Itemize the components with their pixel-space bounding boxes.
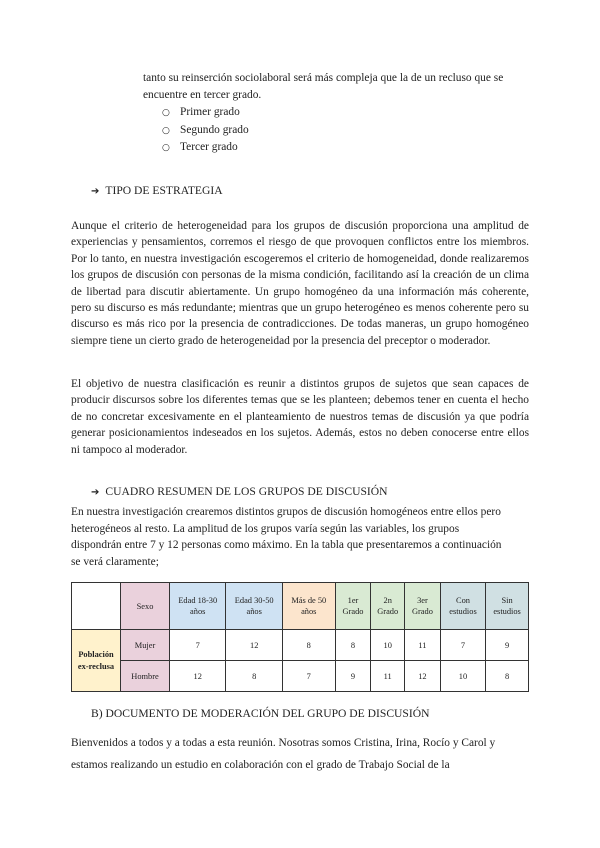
- arrow-right-icon: ➔: [91, 487, 100, 498]
- table-cell: 11: [405, 630, 441, 661]
- intro-paragraph: tanto su reinserción sociolaboral será más compleja que la de un recluso que se encuentre en tercer grado.: [143, 72, 504, 101]
- table-cell: 8: [486, 661, 529, 692]
- table-cell: 12: [226, 630, 282, 661]
- table-cell: 12: [405, 661, 441, 692]
- strategy-paragraph-2: El objetivo de nuestra clasificación es reunir a distintos grupos de sujetos que sean capaces de producir discursos sobre los diferentes temas que se les planteen; debemos tener en cuenta el hecho de no concretar excesivamente en el planteamiento de nuestros temas de discusión ya que podría generar posicionamientos indeseados en los sujetos. Además, estos no deben conocerse entre ellos ni tampoco al moderador.: [71, 378, 529, 456]
- table-cell: 11: [371, 661, 405, 692]
- moderation-heading: B) DOCUMENTO DE MODERACIÓN DEL GRUPO DE DISCUSIÓN: [91, 707, 430, 720]
- table-header-cell: 3er Grado: [405, 583, 441, 630]
- table-cell: 8: [335, 630, 371, 661]
- table-cell: 10: [440, 661, 485, 692]
- table-cell: 7: [170, 630, 226, 661]
- table-header-cell: 2n Grado: [371, 583, 405, 630]
- table-header-cell: Con estudios: [440, 583, 485, 630]
- table-cell: 10: [371, 630, 405, 661]
- table-cell: 7: [440, 630, 485, 661]
- circle-bullet-icon: ○: [162, 108, 170, 118]
- summary-heading: ➔ CUADRO RESUMEN DE LOS GRUPOS DE DISCUSIÓN: [91, 485, 388, 498]
- strategy-heading: ➔ TIPO DE ESTRATEGIA: [91, 184, 223, 197]
- circle-bullet-icon: ○: [162, 125, 170, 136]
- arrow-right-icon: ➔: [91, 186, 100, 197]
- table-row: [72, 661, 529, 692]
- table-cell: 9: [335, 661, 371, 692]
- groups-summary-table: [71, 582, 529, 692]
- moderation-paragraph: Bienvenidos a todos y a todas a esta reunión. Nosotras somos Cristina, Irina, Rocío y Carol y estamos realizando un estudio en colaboración con el grado de Trabajo Social de la: [71, 737, 496, 771]
- table-header-cell: Sin estudios: [486, 583, 529, 630]
- table-cell: 8: [226, 661, 282, 692]
- table-cell-sex: Hombre: [121, 661, 170, 692]
- table-header-cell: Sexo: [121, 583, 170, 630]
- table-header-row: [72, 583, 529, 630]
- table-header-cell: Edad 30-50 años: [226, 583, 282, 630]
- table-header-cell: Más de 50 años: [282, 583, 335, 630]
- table-header-cell: Edad 18-30 años: [170, 583, 226, 630]
- table-cell: 9: [486, 630, 529, 661]
- table-cell: 12: [170, 661, 226, 692]
- table-cell: 7: [282, 661, 335, 692]
- table-row: [72, 630, 529, 661]
- list-item: ○ Segundo grado: [162, 122, 249, 140]
- table-cell-sex: Mujer: [121, 630, 170, 661]
- table-corner-cell: [72, 583, 121, 630]
- list-item: ○ Tercer grado: [162, 139, 249, 157]
- table-header-cell: 1er Grado: [335, 583, 371, 630]
- population-label-cell: Población ex-reclusa: [72, 630, 121, 692]
- summary-paragraph: En nuestra investigación crearemos distintos grupos de discusión homogéneos entre ellos pero heterogéneos al resto. La amplitud de los grupos varía según las variables, los grupos dispondrán entre 7 y 12 personas como máximo. En la tabla que presentaremos a continuación se verá claramente;: [71, 506, 502, 568]
- circle-bullet-icon: ○: [162, 143, 170, 153]
- strategy-paragraph-1: Aunque el criterio de heterogeneidad para los grupos de discusión proporciona una amplitud de experiencias y pensamientos, corremos el riesgo de que provoquen conflictos entre los miembros. Por lo tanto, en nuestra investigación escogeremos el criterio de homogeneidad, donde realizaremos los grupos de discusión con personas de la misma condición, facilitando así la creación de un clima de libertad para discutir abiertamente. Un grupo homogéneo da una información más coherente, pero su discurso es más redundante; mientras que un grupo heterogéneo es menos coherente pero su discurso es más rico por la presencia de contradicciones. De todas maneras, un grupo homogéneo siempre tiene un cierto grado de heterogeneidad por la presencia del preceptor o moderador.: [71, 220, 529, 347]
- list-item: ○ Primer grado: [162, 104, 249, 122]
- table-cell: 8: [282, 630, 335, 661]
- grade-list: [162, 104, 249, 157]
